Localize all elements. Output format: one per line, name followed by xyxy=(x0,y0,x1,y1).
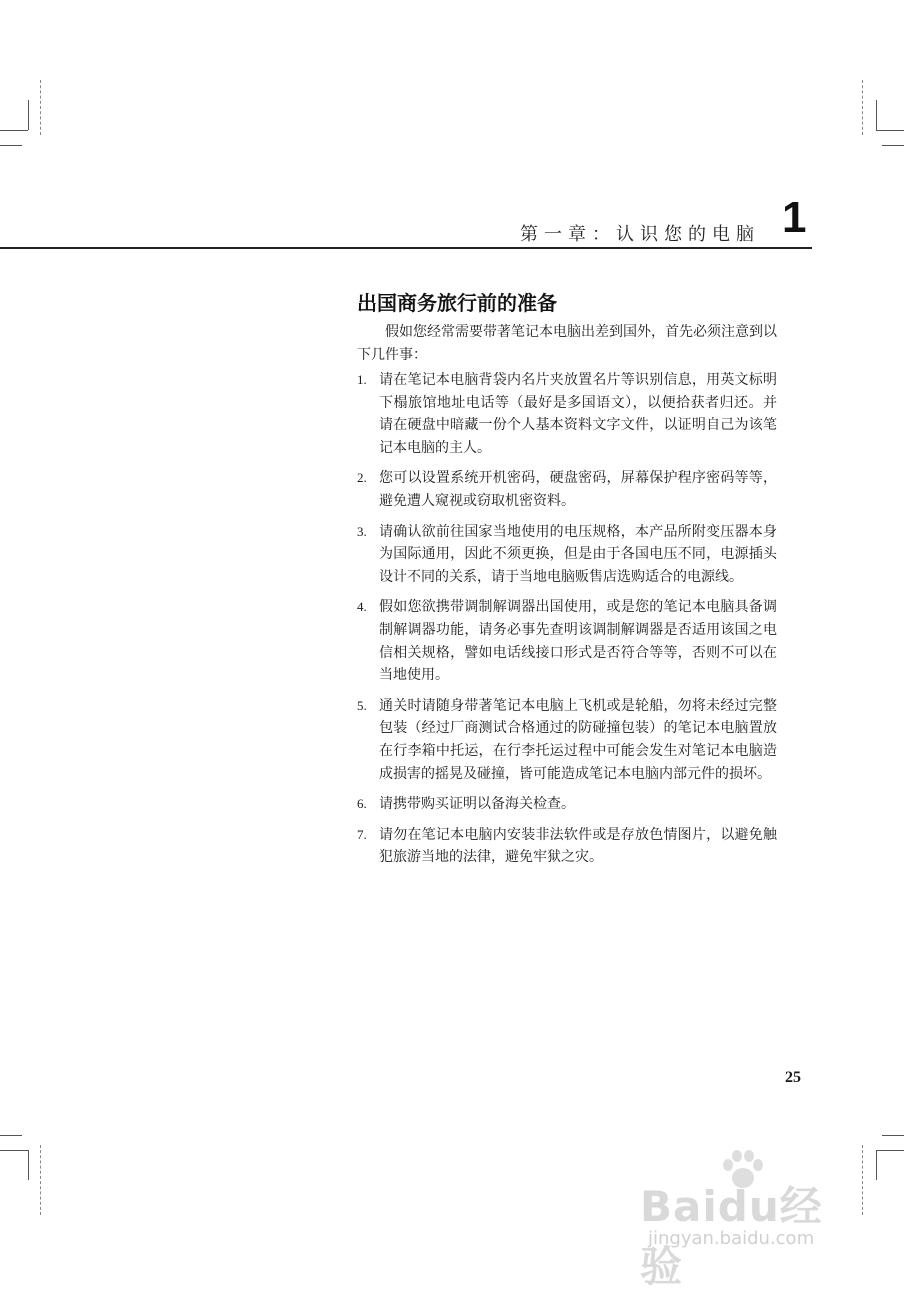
page-number: 25 xyxy=(785,1069,801,1086)
preparation-list xyxy=(357,369,777,877)
list-item xyxy=(357,824,777,869)
list-item-number: 5. xyxy=(357,697,367,713)
list-item-number: 3. xyxy=(357,523,367,539)
watermark-url: jingyan.baidu.com xyxy=(648,1228,815,1249)
crop-mark xyxy=(882,145,904,146)
list-item-number: 2. xyxy=(357,470,367,486)
crop-mark xyxy=(876,1150,904,1151)
chapter-title: 第一章：认识您的电脑 xyxy=(520,224,760,245)
list-item-number: 4. xyxy=(357,599,367,615)
chapter-number: 1 xyxy=(782,193,807,242)
list-item xyxy=(357,695,777,785)
crop-mark xyxy=(0,130,28,131)
crop-mark xyxy=(876,1150,877,1180)
list-item-text: 通关时请随身带著笔记本电脑上飞机或是轮船，勿将未经过完整包装（经过厂商测试合格通过的防碰撞包装）的笔记本电脑置放在行李箱中托运，在行李托运过程中可能会发生对笔记本电脑造成损害的摇晃及碰撞，皆可能造成笔记本电脑内部元件的损坏。 xyxy=(379,697,777,782)
list-item xyxy=(357,793,777,816)
list-item xyxy=(357,369,777,459)
crop-mark xyxy=(0,145,22,146)
baidu-watermark xyxy=(640,1148,860,1291)
list-item xyxy=(357,467,777,512)
watermark-brand: Baidu经验 xyxy=(640,1182,823,1291)
crop-mark xyxy=(876,100,877,130)
list-item-text: 假如您欲携带调制解调器出国使用，或是您的笔记本电脑具备调制解调器功能，请务必事先查明该调制解调器是否适用该国之电信相关规格，譬如电话线接口形式是否符合等等，否则不可以在当地使用。 xyxy=(379,599,777,684)
intro-paragraph: 假如您经常需要带著笔记本电脑出差到国外，首先必须注意到以下几件事： xyxy=(357,324,777,363)
list-item-text: 请勿在笔记本电脑内安装非法软件或是存放色情图片，以避免触犯旅游当地的法律，避免牢狱之灾。 xyxy=(379,826,777,866)
list-item-number: 6. xyxy=(357,796,367,812)
crop-mark xyxy=(0,1150,28,1151)
section-title: 出国商务旅行前的准备 xyxy=(357,291,557,315)
crop-mark xyxy=(40,80,41,135)
list-item xyxy=(357,596,777,686)
crop-mark xyxy=(862,80,863,135)
list-item-number: 1. xyxy=(357,372,367,387)
list-item xyxy=(357,521,777,589)
crop-mark xyxy=(862,1145,863,1215)
crop-mark xyxy=(876,130,904,131)
crop-mark xyxy=(0,1135,22,1136)
list-item-text: 请携带购买证明以备海关检查。 xyxy=(379,796,575,813)
crop-mark xyxy=(28,1150,29,1180)
crop-mark xyxy=(882,1135,904,1136)
header-rule xyxy=(0,247,812,249)
list-item-number: 7. xyxy=(357,826,367,842)
crop-mark xyxy=(40,1145,41,1215)
list-item-text: 请在笔记本电脑背袋内名片夹放置名片等识别信息，用英文标明下榻旅馆地址电话等（最好是多国语文），以便拾获者归还。并请在硬盘中暗藏一份个人基本资料文字文件，以证明自己为该笔记本电脑的主人。 xyxy=(379,372,777,456)
list-item-text: 请确认欲前往国家当地使用的电压规格，本产品所附变压器本身为国际通用，因此不须更换，但是由于各国电压不同，电源插头设计不同的关系，请于当地电脑贩售店选购适合的电源线。 xyxy=(379,523,777,585)
list-item-text: 您可以设置系统开机密码，硬盘密码，屏幕保护程序密码等等，避免遭人窥视或窃取机密资料。 xyxy=(379,470,777,509)
crop-mark xyxy=(28,100,29,130)
